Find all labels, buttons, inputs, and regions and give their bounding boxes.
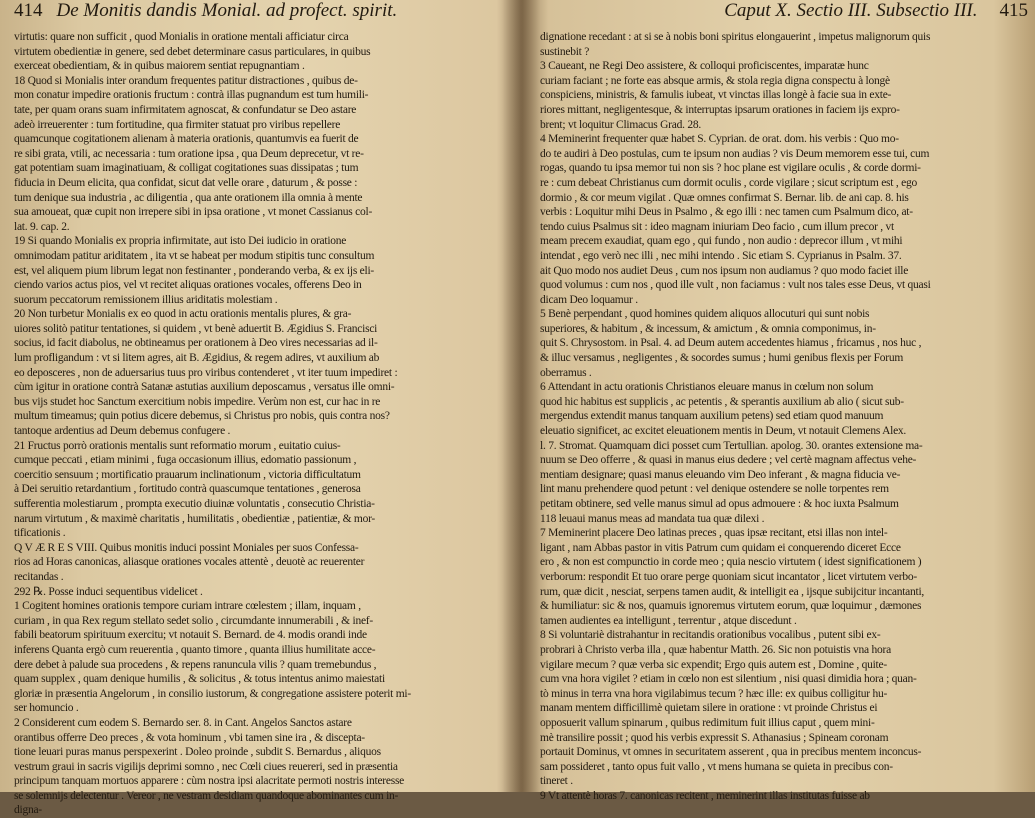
text-line: ligant , nam Abbas pastor in vitis Patrum cum quidam ei conquerendo diceret Ecce bbox=[540, 541, 901, 554]
text-line: recitandas . bbox=[14, 570, 64, 583]
text-line: meam precem exaudiat, quam ego , qui fundo , non audio : deprecor illum , vt mihi bbox=[540, 235, 903, 248]
text-line: dormio , & cor meum vigilat . Quæ omnes confirmat S. Bernar. lib. de ani cap. 8. his bbox=[540, 191, 909, 204]
text-line: probrari à Christo verba illa , quæ habentur Matth. 26. Sic non potuistis vna hora bbox=[540, 643, 891, 656]
text-line: ciendo varios actus pios, vel vt recitet aliquas orationes vocales, offerens Deo in bbox=[14, 279, 362, 292]
left-page-header bbox=[14, 0, 502, 30]
text-line: ser homuncio . bbox=[14, 702, 79, 715]
text-line: eo deposceres , non de aduersarius tuus pro viribus contenderet , vt iter tuum impediret : bbox=[14, 366, 398, 379]
text-line: quit S. Chrysostom. in Psal. 4. ad Deum autem accedentes hiamus , fricamus , nos huc , bbox=[540, 337, 922, 350]
text-line: cùm igitur in oratione contrà Satanæ astutias auxilium deposcamus , versatus ille omni- bbox=[14, 381, 395, 394]
text-line: mè transilire possit ; quod his verbis expressit S. Athanasius ; Spineam coronam bbox=[540, 731, 889, 744]
text-line: fabili beatorum spirituum exercitu; vt notauit S. Bernard. de 4. modis orandi inde bbox=[14, 629, 367, 642]
right-page-header bbox=[540, 0, 1028, 30]
text-line: 20 Non turbetur Monialis ex eo quod in actu orationis mentalis plures, & gra- bbox=[14, 308, 352, 321]
text-line: uiores solitò patitur tentationes, si quidem , vt benè aduertit B. Ægidius S. Francisci bbox=[14, 322, 378, 335]
text-line: 9 Vt attentè horas 7. canonicas recitent , meminerint illas institutas fuisse ab bbox=[540, 789, 870, 802]
text-line: gloriæ in præsentia Angelorum , in consilio iustorum, & congregatione assistere poterit mi- bbox=[14, 687, 411, 700]
text-line: principum tanquam mortuos apparere : cùm nostra ipsi alacritate permoti nostris interesse bbox=[14, 775, 405, 788]
text-line: vestrum graui in sacris vigilijs deprimi somno , nec Cœli ciues reuereri, sed in præsentia bbox=[14, 760, 398, 773]
text-line: ero , & non est compunctio in corde meo ; quia nescio virtutem ( idest significationem ) bbox=[540, 556, 922, 569]
text-line: tate, per quam orans suam infirmitatem agnoscat, & confundatur se Deo astare bbox=[14, 103, 357, 116]
text-line: vigilare mecum ? quæ verba sic expendit; Ergo quis autem est , Domine , quite- bbox=[540, 658, 887, 671]
text-line: conspiciens, ministris, & famulis iubeat, vt vinctas illas longè à facie sua in exte- bbox=[540, 89, 892, 102]
text-line: l. 7. Stromat. Quamquam dici posset cum Tertullian. apolog. 30. orantes extensione ma- bbox=[540, 439, 923, 452]
right-page-number: 415 bbox=[999, 0, 1028, 21]
text-line: mon conatur impedire orationis fructum : contrà illas pugnandum est tum humili- bbox=[14, 89, 369, 102]
text-line: petitam obtinere, sed velle manus simul ad opus admouere : & hoc iuxta Psalmum bbox=[540, 498, 899, 510]
left-page bbox=[14, 0, 502, 817]
text-line: cumque peccati , etiam minimi , fuga occasionum illius, edomatio passionum , bbox=[14, 454, 357, 467]
text-line: dicam Deo loquamur . bbox=[540, 293, 638, 306]
text-line: virtutem obedientiæ in genere, sed debet determinare casus particulares, in quibus bbox=[14, 45, 371, 58]
text-line: quod hic habitus est supplicis , ac petentis , & sperantis auxilium ab alio ( sicut sub- bbox=[540, 395, 904, 408]
text-line: 6 Attendant in actu orationis Christianos eleuare manus in cœlum non solum bbox=[540, 381, 874, 394]
text-line: 19 Si quando Monialis ex propria infirmitate, aut isto Dei iudicio in oratione bbox=[14, 235, 347, 248]
text-line: sustinebit ? bbox=[540, 45, 590, 58]
text-line: lat. 9. cap. 2. bbox=[14, 220, 70, 233]
text-line: manam mentem difficillimè quietam silere in oratione : vt proinde Christus ei bbox=[540, 702, 878, 715]
text-line: 292 ℞. Posse induci sequentibus videlicet . bbox=[14, 585, 203, 598]
text-line: curiam faciant ; ne forte eas absque armis, & stola regia digna conspectu à longè bbox=[540, 74, 890, 87]
text-line: fiducia in Deum elicita, qua confidat, sicut dat velle orare , daturum , & posse : bbox=[14, 176, 358, 189]
text-line: se solemnijs delectentur . Vereor , ne vestram desidiam quandoque abominantes cum in- bbox=[14, 789, 399, 802]
text-line: quam supplex , quam denique humilis , & solicitus , & totus intentus animo maiestati bbox=[14, 673, 385, 686]
text-line: 7 Meminerint placere Deo latinas preces , quas ipsæ recitant, etsi illas non intel- bbox=[540, 527, 888, 540]
text-line: sufferentia molestiarum , prompta executio diuinæ voluntatis , consecutio Christia- bbox=[14, 498, 375, 510]
text-line: oberramus . bbox=[540, 366, 592, 379]
text-line: 3 Caueant, ne Regi Deo assistere, & colloqui proficiscentes, imparatæ hunc bbox=[540, 60, 869, 73]
left-page-text bbox=[14, 30, 502, 818]
text-line: 118 leuaui manus meas ad mandata tua quæ dilexi . bbox=[540, 512, 765, 525]
text-line: tificationis . bbox=[14, 527, 66, 540]
text-line: 21 Fructus porrò orationis mentalis sunt reformatio morum , euitatio cuius- bbox=[14, 439, 341, 452]
text-line: sua amoueat, quæ cupit non irrepere sibi in ipsa oratione , vt monet Cassianus col- bbox=[14, 206, 373, 219]
right-page bbox=[540, 0, 1028, 802]
right-running-title: Caput X. Sectio III. Subsectio III. bbox=[724, 0, 978, 21]
text-line: rios ad Horas canonicas, aliasque orationes vocales attentè , deuotè ac reuerenter bbox=[14, 556, 365, 569]
text-line: quamcunque cogitationem alienam à materia orationis, quantumvis ea fuerit de bbox=[14, 133, 359, 146]
text-line: intendat , ego verò nec illi , nec mihi intendo . Sic etiam S. Cyprianus in Psalm. 37. bbox=[540, 249, 902, 262]
text-line: suorum peccatorum remissionem illius ariditatis molestiam . bbox=[14, 293, 278, 306]
text-line: omnimodam patitur ariditatem , ita vt se habeat per modum stipitis tunc consultum bbox=[14, 249, 375, 262]
text-line: 1 Cogitent homines orationis tempore curiam intrare cœlestem ; illam, inquam , bbox=[14, 600, 361, 613]
text-line: à Dei seruitio retardantium , fortitudo contrà quascumque tentationes , generosa bbox=[14, 483, 361, 496]
text-line: & humiliatur: sic & nos, quamuis ignoremus virtutem eorum, quæ loquimur , dæmones bbox=[540, 600, 922, 613]
text-line: adeò irreuerenter : tum fortitudine, qua firmiter statuat pro viribus repellere bbox=[14, 118, 341, 131]
text-line: inferens Quanta ergò cum reuerentia , quanto timore , quanta illius humilitate acce- bbox=[14, 643, 376, 656]
left-page-number: 414 bbox=[14, 0, 43, 21]
text-line: dere debet à palude sua procedens , & repens ranuncula vilis ? quam tremebundus , bbox=[14, 658, 377, 671]
text-line: verbis : Loquitur mihi Deus in Psalmo , & ego illi : nec tamen cum Psalmum dico, at- bbox=[540, 206, 913, 219]
text-line: 5 Benè perpendant , quod homines quidem aliquos allocuturi qui sunt nobis bbox=[540, 308, 870, 321]
text-line: superiores, & habitum , & incessum, & amictum , & omnia componimus, in- bbox=[540, 322, 876, 335]
text-line: do te audiri à Deo postulas, cum te ipsum non audias ? vis Deum memorem esse tui, cum bbox=[540, 147, 930, 160]
text-line: gat potentiam suam imaginatiuam, & colligat cogitationes suas dissipatas ; tum bbox=[14, 162, 359, 175]
text-line: brent; vt loquitur Climacus Grad. 28. bbox=[540, 118, 701, 131]
text-line: nuum se Deo offerre , & quasi in manus eius dedere ; vel certè magnam affectus vehe- bbox=[540, 454, 917, 467]
text-line: Q V Æ R E S VIII. Quibus monitis induci possint Moniales per suos Confessa- bbox=[14, 541, 359, 554]
text-line: orantibus offerre Deo preces , & vota hominum , vbi tamen sine ira , & discepta- bbox=[14, 731, 365, 744]
text-line: rum, quæ dicit , nesciat, serpens tamen audit, & intelligit ea , ijsque subijcitur incantanti, bbox=[540, 585, 925, 598]
text-line: 4 Meminerint frequenter quæ habet S. Cyprian. de orat. dom. his verbis : Quo mo- bbox=[540, 133, 899, 146]
text-line: 8 Si voluntariè distrahantur in recitandis orationibus vocalibus , putent sibi ex- bbox=[540, 629, 881, 642]
text-line: sam possideret , tanto opus fuit vallo , vt mens humana se quieta in precibus con- bbox=[540, 760, 893, 773]
text-line: socius, id facit diabolus, ne obtineamus per orationem à Deo vires necessarias ad il- bbox=[14, 337, 378, 350]
text-line: dignatione recedant : at si se à nobis boni spiritus elongauerint , impetus malignorum quis bbox=[540, 31, 931, 43]
text-line: mentiam designare; quasi manus eleuando vim Deo inferant , & magna fiducia ve- bbox=[540, 468, 901, 481]
text-line: tò minus in terra vna hora vigilabimus tecum ? hæc ille: ex quibus colligitur hu- bbox=[540, 687, 888, 700]
text-line: lum profligandum : vt si litem agres, ait B. Ægidius, & regem adires, vt auxilium ab bbox=[14, 352, 380, 365]
text-line: ait Quo modo nos audiet Deus , cum nos ipsum non audiamus ? quo modo faciet ille bbox=[540, 264, 909, 277]
text-line: coercitio sensuum ; mortificatio prauarum inclinationum , victoria difficultatum bbox=[14, 468, 361, 481]
text-line: cum vna hora vigilet ? etiam in cœlo non est silentium , nisi quasi dimidia hora ; quan- bbox=[540, 673, 917, 686]
text-line: lint manu prehendere quod petunt : vel denique ostendere se nolle torpentes rem bbox=[540, 483, 889, 496]
text-line: 18 Quod si Monialis inter orandum frequentes patitur distractiones , quibus de- bbox=[14, 74, 358, 87]
text-line: re sibi grata, vtili, ac necessaria : tum oratione ipsa , qua Deum deprecetur, vt re- bbox=[14, 147, 364, 160]
right-page-text bbox=[540, 30, 1028, 803]
text-line: tione leuari puras manus perspexerint . Doleo proinde , subdit S. Bernardus , aliquos bbox=[14, 746, 381, 759]
text-line: tamen audientes ea intelligunt , terrentur , atque discedunt . bbox=[540, 614, 797, 627]
text-line: mergendus extendit manus tanquam auxilium petens) sed etiam quod manuum bbox=[540, 410, 884, 423]
left-running-title: De Monitis dandis Monial. ad profect. spirit. bbox=[56, 0, 398, 21]
text-line: riores mittant, negligentesque, & interruptas ipsarum orationes in faciem ijs expro- bbox=[540, 103, 900, 116]
text-line: est, vel aliquem pium librum legat non festinanter , ponderando verba, & ex ijs eli- bbox=[14, 264, 374, 277]
text-line: verborum: respondit Et tuo orare perge quoniam sicut incantator , licet virtutem verbo- bbox=[540, 570, 917, 583]
text-line: exerceat obedientiam, & in quibus maiorem sentiat repugnantiam . bbox=[14, 60, 305, 73]
text-line: 2 Considerent cum eodem S. Bernardo ser. 8. in Cant. Angelos Sanctos astare bbox=[14, 716, 352, 729]
text-line: tum denique sua industria , ac diligentia , qua ante orationem illa omnia à mente bbox=[14, 191, 363, 204]
book-gutter bbox=[502, 0, 540, 792]
text-line: rogas, quando tu ipsa memor tui non sis ? hoc plane est vigilare oculis , & corde dormi- bbox=[540, 162, 921, 175]
text-line: eleuatio significet, ac excitet eleuationem mentis in Deum, vt notauit Clemens Alex. bbox=[540, 425, 907, 438]
text-line: portauit Dominus, vt omnes in securitatem asserent , qua in precibus mentem inconcus- bbox=[540, 746, 922, 759]
text-line: re : cum debeat Christianus cum dormit oculis , corde vigilare ; sicut scriptum est , ego bbox=[540, 176, 917, 189]
text-line: & illuc versamus , negligentes , & socordes sumus ; humi genibus flexis per Forum bbox=[540, 352, 904, 365]
text-line: virtutis: quare non sufficit , quod Monialis in oratione mentali afficiatur circa bbox=[14, 31, 349, 43]
text-line: tendo cuius Psalmus sit : ideo magnam iniuriam Deo facio , cum illum precor , vt bbox=[540, 220, 894, 233]
text-line: digna- bbox=[14, 804, 42, 817]
text-line: quod volumus : cum nos , quod ille vult , non faciamus : vult nos tales esse Deus, vt quasi bbox=[540, 279, 931, 292]
text-line: tineret . bbox=[540, 775, 573, 788]
text-line: multum timeamus; quin potius dicere debemus, si Christus pro nobis, quis contra nos? bbox=[14, 410, 390, 423]
text-line: bus vijs studet hoc Sanctum exercitium nobis impedire. Verùm non est, cur hac in re bbox=[14, 395, 381, 408]
text-line: opposuerit vallum spinarum , quibus redimitum fuit illius caput , quem mini- bbox=[540, 716, 875, 729]
text-line: curiam , in qua Rex regum stellato sedet solio , circumdante innumerabili , & inef- bbox=[14, 614, 373, 627]
text-line: narum virtutum , & maximè charitatis , humilitatis , obedientiæ , patientiæ, & mor- bbox=[14, 512, 376, 525]
text-line: tantoque ardentius ad Deum debemus confugere . bbox=[14, 425, 231, 438]
